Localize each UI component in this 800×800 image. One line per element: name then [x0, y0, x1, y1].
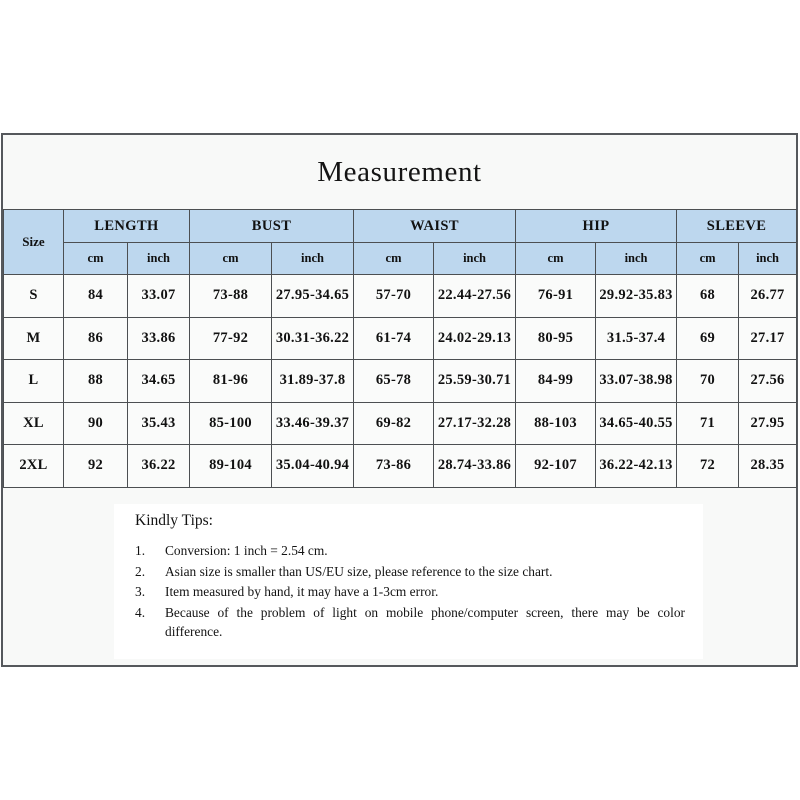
page-title: Measurement: [317, 155, 482, 188]
tip-text: Conversion: 1 inch = 2.54 cm.: [165, 543, 328, 558]
tip-item: [135, 603, 685, 642]
cell-length-inch: 34.65: [128, 360, 190, 403]
cell-hip-cm: 76-91: [516, 275, 596, 318]
cell-bust-cm: 89-104: [190, 445, 272, 488]
cell-sleeve-cm: 72: [677, 445, 739, 488]
tip-item: [135, 541, 685, 561]
tip-number: 2.: [135, 563, 146, 579]
cell-length-inch: 35.43: [128, 402, 190, 445]
tip-item: [135, 582, 685, 602]
tips-list: [135, 541, 685, 643]
cell-waist-cm: 73-86: [354, 445, 434, 488]
cell-bust-inch: 27.95-34.65: [272, 275, 354, 318]
cell-waist-inch: 22.44-27.56: [434, 275, 516, 318]
unit-header-sleeve-inch: inch: [739, 243, 797, 275]
table-header-unit-row: [4, 243, 797, 275]
cell-sleeve-cm: 70: [677, 360, 739, 403]
cell-waist-cm: 61-74: [354, 317, 434, 360]
unit-header-hip-cm: cm: [516, 243, 596, 275]
table-row: [4, 317, 797, 360]
unit-header-length-cm: cm: [64, 243, 128, 275]
unit-header-waist-inch: inch: [434, 243, 516, 275]
cell-bust-inch: 31.89-37.8: [272, 360, 354, 403]
cell-size: S: [4, 275, 64, 318]
tip-text: Because of the problem of light on mobile phone/computer screen, there may be color difference.: [165, 604, 685, 639]
column-header-length: LENGTH: [64, 210, 190, 243]
tips-heading: Kindly Tips:: [135, 512, 213, 529]
cell-length-cm: 88: [64, 360, 128, 403]
cell-hip-inch: 31.5-37.4: [596, 317, 677, 360]
tip-text: Asian size is smaller than US/EU size, please reference to the size chart.: [165, 563, 553, 579]
table-row: [4, 275, 797, 318]
cell-bust-cm: 81-96: [190, 360, 272, 403]
cell-bust-inch: 35.04-40.94: [272, 445, 354, 488]
table-row: [4, 360, 797, 403]
cell-waist-inch: 28.74-33.86: [434, 445, 516, 488]
cell-hip-inch: 33.07-38.98: [596, 360, 677, 403]
column-header-size: Size: [4, 210, 64, 275]
cell-length-cm: 84: [64, 275, 128, 318]
cell-size: M: [4, 317, 64, 360]
cell-sleeve-inch: 27.95: [739, 402, 797, 445]
cell-length-cm: 86: [64, 317, 128, 360]
cell-sleeve-inch: 27.56: [739, 360, 797, 403]
cell-bust-inch: 33.46-39.37: [272, 402, 354, 445]
cell-waist-cm: 69-82: [354, 402, 434, 445]
cell-length-inch: 33.07: [128, 275, 190, 318]
cell-hip-inch: 36.22-42.13: [596, 445, 677, 488]
cell-waist-inch: 25.59-30.71: [434, 360, 516, 403]
column-header-hip: HIP: [516, 210, 677, 243]
unit-header-bust-inch: inch: [272, 243, 354, 275]
table-header-group-row: [4, 210, 797, 243]
cell-size: XL: [4, 402, 64, 445]
cell-waist-cm: 65-78: [354, 360, 434, 403]
cell-waist-cm: 57-70: [354, 275, 434, 318]
cell-bust-inch: 30.31-36.22: [272, 317, 354, 360]
tip-number: 1.: [135, 543, 146, 558]
cell-waist-inch: 24.02-29.13: [434, 317, 516, 360]
tip-number: 4.: [135, 604, 146, 620]
column-header-waist: WAIST: [354, 210, 516, 243]
tip-item: [135, 562, 685, 582]
cell-hip-cm: 92-107: [516, 445, 596, 488]
cell-bust-cm: 77-92: [190, 317, 272, 360]
cell-size: L: [4, 360, 64, 403]
cell-sleeve-inch: 27.17: [739, 317, 797, 360]
table-row: [4, 402, 797, 445]
cell-size: 2XL: [4, 445, 64, 488]
cell-sleeve-inch: 28.35: [739, 445, 797, 488]
cell-hip-inch: 34.65-40.55: [596, 402, 677, 445]
cell-length-inch: 33.86: [128, 317, 190, 360]
tip-number: 3.: [135, 584, 146, 599]
panel-title-bar: [3, 135, 796, 209]
table-body: [4, 275, 797, 488]
cell-hip-cm: 84-99: [516, 360, 596, 403]
cell-sleeve-cm: 71: [677, 402, 739, 445]
unit-header-length-inch: inch: [128, 243, 190, 275]
cell-length-inch: 36.22: [128, 445, 190, 488]
cell-hip-inch: 29.92-35.83: [596, 275, 677, 318]
kindly-tips-block: [114, 504, 703, 659]
tip-text: Item measured by hand, it may have a 1-3cm error.: [165, 584, 439, 599]
cell-sleeve-cm: 69: [677, 317, 739, 360]
measurement-panel: [1, 133, 798, 667]
cell-bust-cm: 85-100: [190, 402, 272, 445]
column-header-bust: BUST: [190, 210, 354, 243]
unit-header-waist-cm: cm: [354, 243, 434, 275]
cell-hip-cm: 80-95: [516, 317, 596, 360]
cell-sleeve-cm: 68: [677, 275, 739, 318]
column-header-sleeve: SLEEVE: [677, 210, 797, 243]
cell-sleeve-inch: 26.77: [739, 275, 797, 318]
cell-waist-inch: 27.17-32.28: [434, 402, 516, 445]
unit-header-sleeve-cm: cm: [677, 243, 739, 275]
unit-header-hip-inch: inch: [596, 243, 677, 275]
unit-header-bust-cm: cm: [190, 243, 272, 275]
cell-hip-cm: 88-103: [516, 402, 596, 445]
cell-bust-cm: 73-88: [190, 275, 272, 318]
cell-length-cm: 92: [64, 445, 128, 488]
table-row: [4, 445, 797, 488]
size-measurement-table: [3, 209, 797, 488]
cell-length-cm: 90: [64, 402, 128, 445]
table-header: [4, 210, 797, 275]
